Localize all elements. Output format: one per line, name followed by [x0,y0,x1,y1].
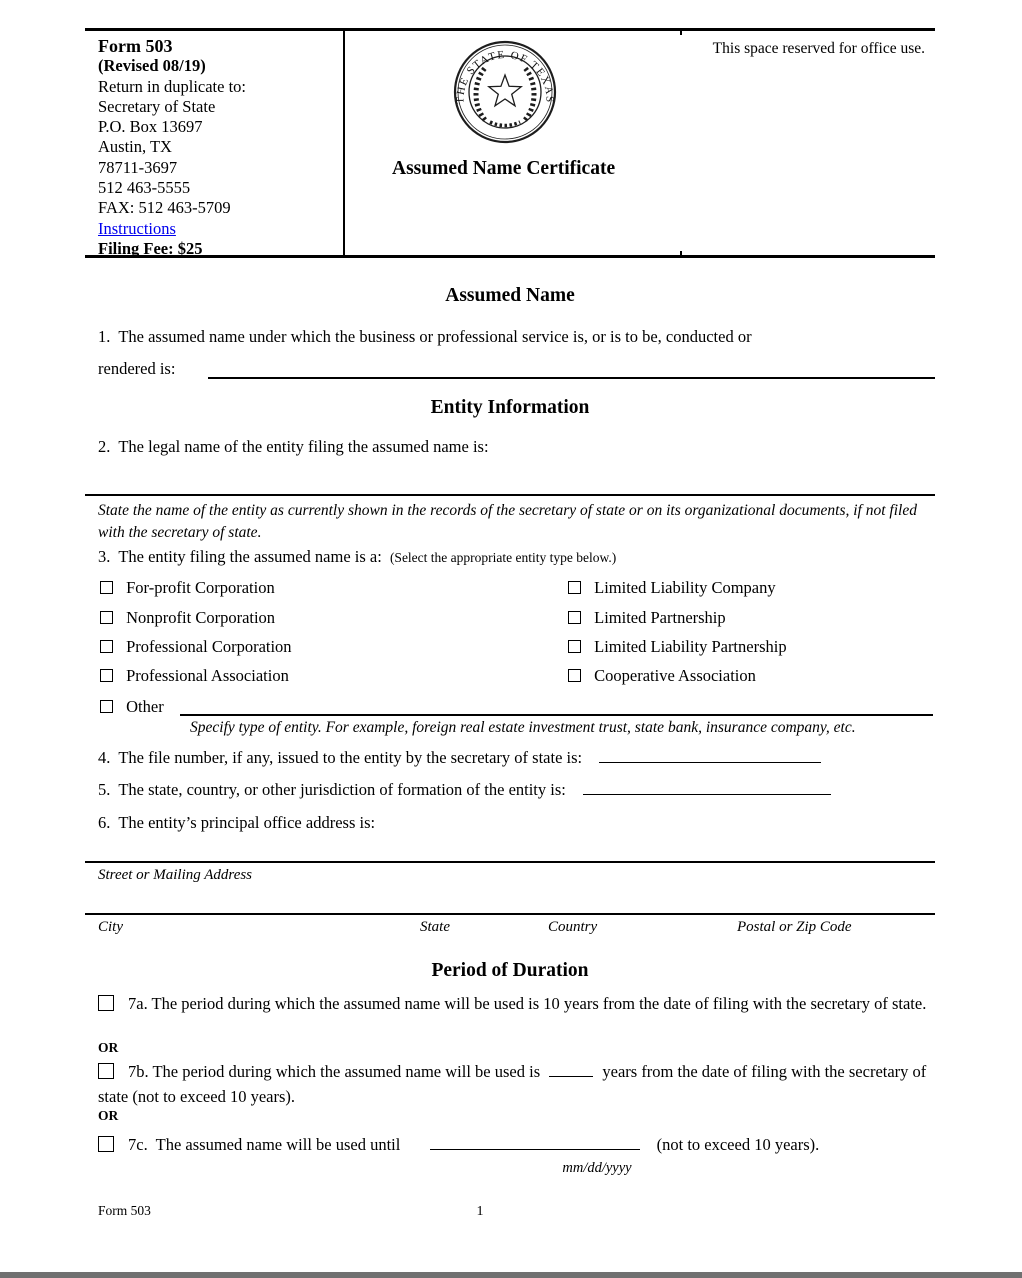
city-label: City [98,919,123,935]
city-state-country-zip-input-line[interactable] [85,913,935,915]
form-revision: (Revised 08/19) [98,56,206,76]
other-entity-type-input-line[interactable] [180,714,933,716]
checkbox-professional-corporation[interactable] [100,640,113,653]
checkbox-cooperative-association[interactable] [568,669,581,682]
section-heading-period-of-duration: Period of Duration [431,960,589,981]
item2-text: 2. The legal name of the entity filing the assumed name is: [98,437,489,456]
entity-type-row [100,608,275,628]
return-to-line: Austin, TX [98,137,172,157]
checkbox-limited-partnership[interactable] [568,611,581,624]
item4-row [98,748,821,768]
checkbox-limited-liability-partnership[interactable] [568,640,581,653]
file-number-input-line[interactable] [599,748,821,763]
checkbox-other[interactable] [100,700,113,713]
item7b-text-part1: 7b. The period during which the assumed name will be used is [128,1062,541,1081]
item7a-row [98,992,940,1017]
item1-text-line1: 1. The assumed name under which the business or professional service is, or is to be, conducted or [98,327,752,346]
street-address-input-line[interactable] [85,861,935,863]
return-to-line: 512 463-5555 [98,178,191,198]
entity-type-row [568,637,787,657]
checkbox-limited-liability-company[interactable] [568,581,581,594]
checkbox-7a[interactable] [98,995,114,1011]
return-to-line: FAX: 512 463-5709 [98,198,231,218]
entity-type-row [100,666,289,686]
footer-page-number: 1 [476,1204,484,1219]
item4-text: 4. The file number, if any, issued to the entity by the secretary of state is: [98,748,583,767]
form-number: Form 503 [98,36,173,56]
section-heading-entity-information: Entity Information [430,397,590,418]
item5-text: 5. The state, country, or other jurisdiction of formation of the entity is: [98,780,566,799]
entity-type-label: Limited Liability Partnership [594,637,787,656]
jurisdiction-input-line[interactable] [583,780,831,795]
filing-fee: Filing Fee: $25 [98,238,203,258]
entity-type-label: Cooperative Association [594,666,756,685]
item7b-text-part2: years from the date of filing with the secretary of state (not to exceed 10 years). [98,1062,927,1106]
entity-name-input-line[interactable] [85,494,935,496]
entity-type-label: Nonprofit Corporation [126,608,276,627]
item7a-text: 7a. The period during which the assumed name will be used is 10 years from the date of filing with the secretary of state. [128,994,927,1013]
header-divider-tick [680,251,682,256]
return-to-line: P.O. Box 13697 [98,117,203,137]
state-label: State [420,919,450,935]
item6-text: 6. The entity’s principal office address is: [98,813,376,832]
item3-hint: (Select the appropriate entity type below.) [389,550,617,565]
return-to-line: Return in duplicate to: [98,76,247,96]
entity-type-label: For-profit Corporation [126,578,275,597]
section-heading-assumed-name: Assumed Name [445,285,575,306]
entity-type-label: Professional Association [126,666,289,685]
texas-state-seal-icon [452,39,558,145]
postal-label: Postal or Zip Code [737,919,852,935]
entity-type-row [100,578,275,598]
svg-text:THE STATE OF TEXAS: THE STATE OF TEXAS [454,48,556,104]
duration-years-input-line[interactable] [549,1062,593,1077]
item3-text [98,547,616,567]
certificate-title: Assumed Name Certificate [392,158,616,179]
header-table [85,28,935,258]
checkbox-7b[interactable] [98,1063,114,1079]
date-format-hint: mm/dd/yyyy [562,1160,632,1176]
checkbox-professional-association[interactable] [100,669,113,682]
footer-form-label: Form 503 [98,1203,151,1218]
entity-type-row [100,637,292,657]
return-to-line: Secretary of State [98,96,216,116]
office-use-note: This space reserved for office use. [712,40,925,57]
item1-text-line2: rendered is: [98,359,176,378]
header-divider-tick [680,30,682,35]
assumed-name-input-line[interactable] [208,377,935,379]
entity-type-label: Limited Liability Company [594,578,776,597]
return-to-line: 78711-3697 [98,157,178,177]
checkbox-7c[interactable] [98,1136,114,1152]
checkbox-nonprofit-corporation[interactable] [100,611,113,624]
item5-row [98,780,831,800]
checkbox-for-profit-corporation[interactable] [100,581,113,594]
form-info-box [85,31,345,258]
instructions-link[interactable]: Instructions [98,218,176,238]
item2-note: State the name of the entity as currently shown in the records of the secretary of state or on its organizational documents, if not filed with the secretary of state. [98,502,917,541]
other-label: Other [126,697,164,716]
street-address-label: Street or Mailing Address [98,867,253,883]
item7b-row [98,1060,940,1109]
entity-type-label: Limited Partnership [594,608,726,627]
entity-type-row [568,666,756,686]
country-label: Country [548,919,598,935]
entity-type-row [568,608,726,628]
date-input-line[interactable] [430,1135,640,1150]
entity-type-label: Professional Corporation [126,637,292,656]
or-separator: OR [98,1108,119,1123]
item7c-row [98,1135,819,1155]
item7c-text-part1: 7c. The assumed name will be used until [128,1135,401,1154]
other-note: Specify type of entity. For example, foreign real estate investment trust, state bank, insurance company, etc. [190,719,856,736]
page-boundary-bar [0,1272,1022,1278]
entity-type-row [568,578,776,598]
item7c-text-part2: (not to exceed 10 years). [656,1135,820,1154]
item3-label: 3. The entity filing the assumed name is a: [98,547,382,566]
entity-type-row-other [100,697,164,717]
or-separator: OR [98,1040,119,1055]
